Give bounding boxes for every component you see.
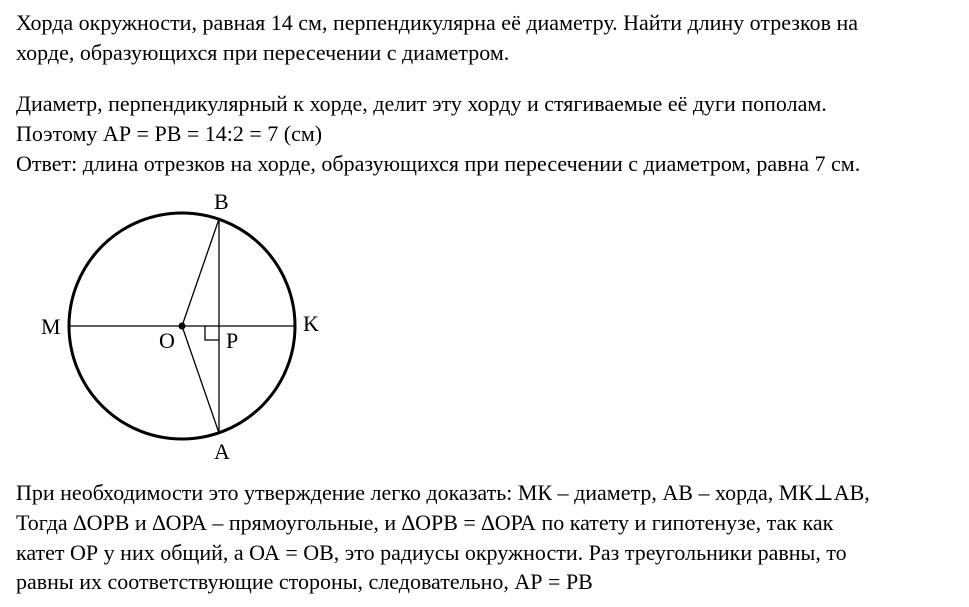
answer-line: Ответ: длина отрезков на хорде, образующихся при пересечении с диаметром, равна 7 см. (16, 151, 861, 176)
proof-line-2: Тогда ∆ОРВ и ∆ОРА – прямоугольные, и ∆ОРВ = ∆ОРА по катету и гипотенузе, так как (16, 510, 834, 535)
label-m: M (41, 314, 61, 339)
proof-line-3: катет ОР у них общий, а ОА = ОВ, это радиусы окружности. Раз треугольники равны, то (16, 540, 847, 565)
label-p: P (226, 328, 239, 353)
label-a: A (214, 439, 230, 464)
right-angle-mark (205, 326, 219, 340)
solution-line-1: Диаметр, перпендикулярный к хорде, делит эту хорду и стягиваемые её дуги пополам. (16, 91, 827, 116)
radius-ob (182, 219, 219, 326)
problem-line-1: Хорда окружности, равная 14 см, перпендикулярна её диаметру. Найти длину отрезков на (16, 10, 858, 35)
center-point-o (179, 323, 186, 330)
label-k: K (303, 311, 319, 336)
problem-line-2: хорде, образующихся при пересечении с диаметром. (16, 40, 510, 65)
label-o: O (159, 328, 175, 353)
proof-line-4: равны их соответствующие стороны, следовательно, АР = РВ (16, 569, 593, 594)
proof-line-1: При необходимости это утверждение легко доказать: МК – диаметр, АВ – хорда, МК⊥АВ, (16, 480, 870, 505)
radius-oa (182, 326, 219, 433)
solution-line-2: Поэтому АР = РВ = 14:2 = 7 (см) (16, 121, 323, 146)
label-b: B (214, 189, 229, 214)
